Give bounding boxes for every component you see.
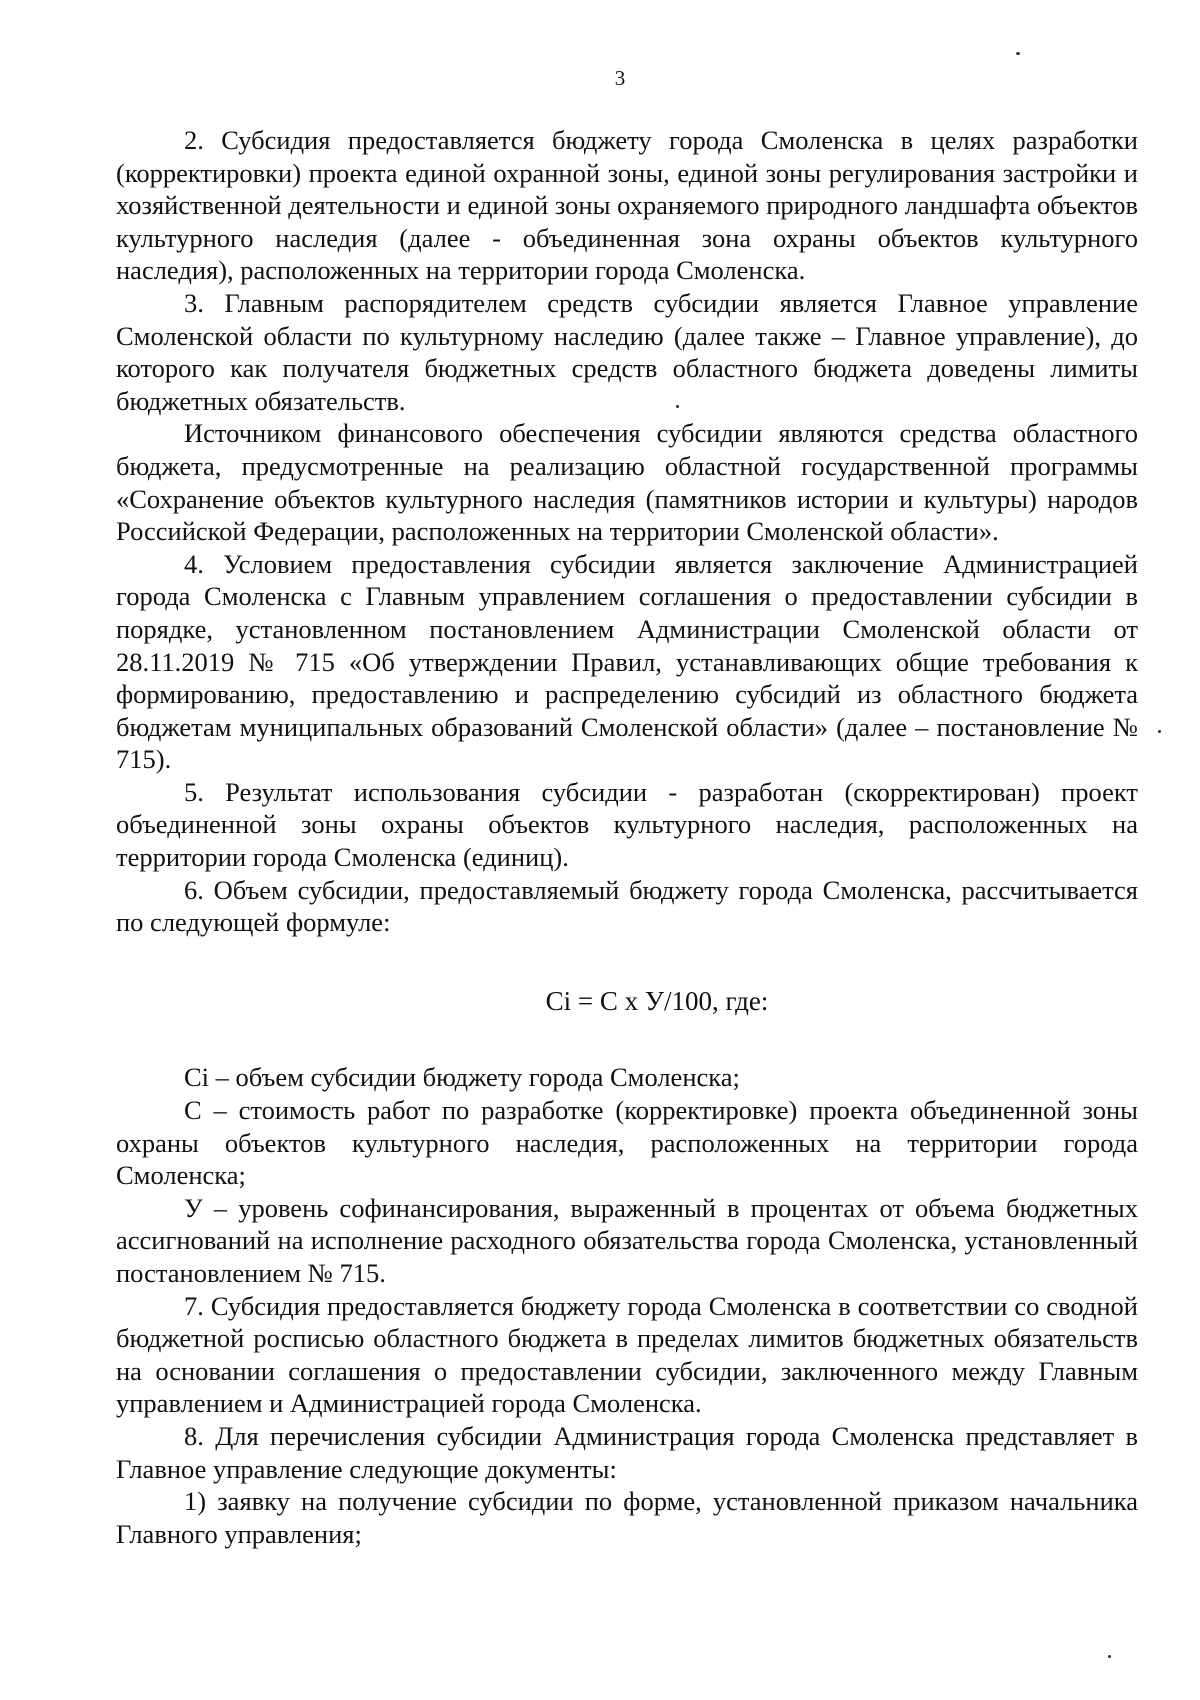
paragraph-4: 4. Условием предоставления субсидии является заключение Администрацией города Смоленска с Главным управлением соглашения о предоставлении субсидии в порядке, установленном постановлением Администрации Смоленской области от 28.11.2019 № 715 «Об утверждении Правил, устанавливающих общие требования к формированию, предоставлению и распределению субсидий из областного бюджета бюджетам муниципальных образований Смоленской области» (далее – постановление № 715).	[116, 548, 1138, 775]
scan-speck	[1016, 52, 1020, 55]
paragraph-5: 5. Результат использования субсидии - разработан (скорректирован) проект объединенной зоны охраны объектов культурного наследия, расположенных на территории города Смоленска (единиц).	[116, 776, 1138, 873]
subsidy-formula: Ci = C x У/100, где:	[545, 985, 769, 1016]
scan-speck	[1158, 730, 1161, 733]
definition-u: У – уровень софинансирования, выраженный в процентах от объема бюджетных ассигнований на исполнение расходного обязательства города Смоленска, установленный постановлением № 715.	[116, 1192, 1138, 1288]
document-body	[116, 124, 1138, 1550]
scan-speck	[676, 405, 679, 408]
paragraph-3: 3. Главным распорядителем средств субсидии является Главное управление Смоленской области по культурному наследию (далее также – Главное управление), до которого как получателя бюджетных средств областного бюджета доведены лимиты бюджетных обязательств.	[116, 287, 1138, 416]
definition-ci: Ci – объем субсидии бюджету города Смоленска;	[184, 1062, 740, 1093]
paragraph-2: 2. Субсидия предоставляется бюджету города Смоленска в целях разработки (корректировки) проекта единой охранной зоны, единой зоны регулирования застройки и хозяйственной деятельности и единой зоны охраняемого природного ландшафта объектов культурного наследия (далее - объединенная зона охраны объектов культурного наследия), расположенных на территории города Смоленска.	[116, 125, 1138, 286]
paragraph-8-item-1: 1) заявку на получение субсидии по форме, установленной приказом начальника Главного управления;	[116, 1486, 1138, 1549]
paragraph-3-funding-source: Источником финансового обеспечения субсидии являются средства областного бюджета, предусмотренные на реализацию областной государственной программы «Сохранение объектов культурного наследия (памятников истории и культуры) народов Российской Федерации, расположенных на территории Смоленской области».	[116, 418, 1138, 547]
paragraph-7: 7. Субсидия предоставляется бюджету города Смоленска в соответствии со сводной бюджетной росписью областного бюджета в пределах лимитов бюджетных обязательств на основании соглашения о предоставлении субсидии, заключенного между Главным управлением и Администрацией города Смоленска.	[116, 1290, 1138, 1419]
scan-speck	[1108, 1655, 1111, 1658]
paragraph-8: 8. Для перечисления субсидии Администрация города Смоленска представляет в Главное управление следующие документы:	[116, 1420, 1138, 1484]
page-number: 3	[614, 66, 626, 90]
paragraph-6: 6. Объем субсидии, предоставляемый бюджету города Смоленска, рассчитывается по следующей формуле:	[116, 874, 1138, 938]
definition-c: С – стоимость работ по разработке (корректировке) проекта объединенной зоны охраны объектов культурного наследия, расположенных на территории города Смоленска;	[116, 1095, 1138, 1191]
